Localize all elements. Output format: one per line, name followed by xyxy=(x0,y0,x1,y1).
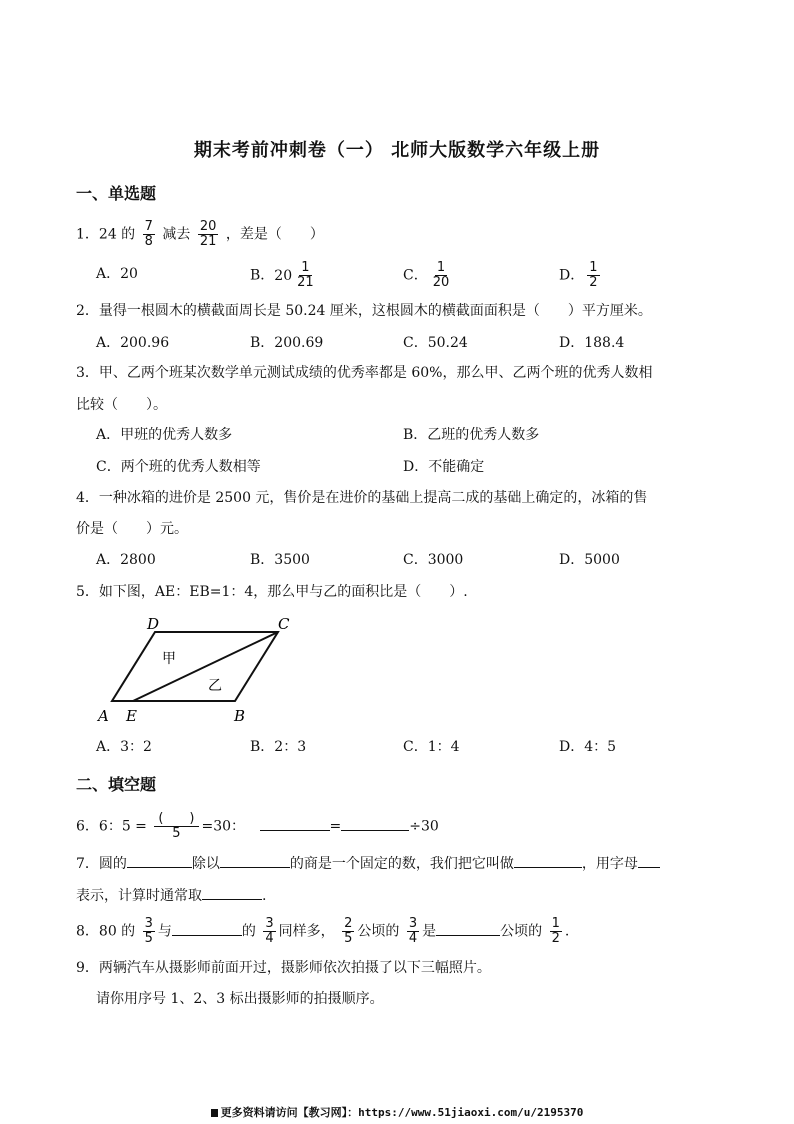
answer-blank[interactable] xyxy=(514,853,582,868)
option-b[interactable]: B．乙班的优秀人数多 xyxy=(403,427,540,443)
question-9-line-1: 9．两辆汽车从摄影师前面开过，摄影师依次拍摄了以下三幅照片。 xyxy=(76,960,491,976)
point-label-d: D xyxy=(147,615,160,633)
page-title: 期末考前冲刺卷（一） 北师大版数学六年级上册 xyxy=(193,140,601,161)
option-b[interactable]: B．200.69 xyxy=(250,335,324,351)
question-7-line-1: 7．圆的 除以 的商是一个固定的数，我们把它叫做 ，用字母 xyxy=(76,853,660,874)
question-2: 2．量得一根圆木的横截面周长是 50.24 厘米，这根圆木的横截面面积是（ ）平方厘米。 xyxy=(76,303,652,319)
option-c[interactable]: C．两个班的优秀人数相等 xyxy=(96,459,261,475)
question-8: 8．80 的 $\frac{3}{5}$ 与 的 $\frac{3}{4}$ 同样多， $\frac{2}{5}$ 公顷的 $\frac{3}{4}$ 是 公顷的 $\frac{1}{2}$ . xyxy=(76,916,570,946)
question-1 xyxy=(76,220,324,249)
option-d[interactable]: D．188.4 xyxy=(559,335,625,351)
option-a[interactable]: A．200.96 xyxy=(96,335,170,351)
question-3-line-1: 3．甲、乙两个班某次数学单元测试成绩的优秀率都是 60%，那么甲、乙两个班的优秀人数相 xyxy=(76,365,653,381)
answer-blank[interactable] xyxy=(202,885,262,900)
flag-icon xyxy=(211,1109,218,1117)
option-d[interactable]: D． $\frac{1}{2}$ xyxy=(559,260,598,290)
question-9-line-2: 请你用序号 1、2、3 标出摄影师的拍摄顺序。 xyxy=(96,991,384,1007)
fraction: $\frac{7}{8}$ xyxy=(144,219,153,249)
option-c[interactable]: C．50.24 xyxy=(403,335,468,351)
answer-blank[interactable] xyxy=(172,921,242,936)
question-text: 减去 xyxy=(162,226,191,243)
question-5: 5．如下图，AE：EB=1：4，那么甲与乙的面积比是（ ）. xyxy=(76,584,468,600)
option-c[interactable]: C．1：4 xyxy=(403,739,460,755)
question-text: =30： xyxy=(201,818,246,835)
option-b[interactable]: B．2：3 xyxy=(250,739,307,755)
option-a[interactable]: A．3：2 xyxy=(96,739,152,755)
option-d[interactable]: D．5000 xyxy=(559,552,620,568)
answer-blank[interactable] xyxy=(436,921,500,936)
region-label-yi: 乙 xyxy=(208,678,222,694)
question-4-line-2: 价是（ ）元。 xyxy=(76,521,188,537)
option-c[interactable]: C．3000 xyxy=(403,552,464,568)
option-b[interactable]: B．3500 xyxy=(250,552,310,568)
question-text: ，差是（ ） xyxy=(225,226,324,243)
option-d[interactable]: D．4：5 xyxy=(559,739,617,755)
footer[interactable] xyxy=(0,1104,794,1120)
question-number: 1． xyxy=(76,226,99,243)
question-text: 24 的 xyxy=(98,226,136,243)
parallelogram-figure xyxy=(90,612,310,728)
question-3-line-2: 比较（ ）。 xyxy=(76,397,167,413)
option-c[interactable]: C． $\frac{1}{20}$ xyxy=(403,260,450,290)
region-label-jia: 甲 xyxy=(162,651,176,667)
option-a[interactable]: A．甲班的优秀人数多 xyxy=(96,427,233,443)
question-text: 6．6：5 = xyxy=(76,818,147,835)
point-label-c: C xyxy=(278,615,290,633)
parallelogram-shape xyxy=(112,632,278,701)
point-label-b: B xyxy=(234,707,246,725)
question-4-line-1: 4．一种冰箱的进价是 2500 元，售价是在进价的基础上提高二成的基础上确定的，冰箱的售 xyxy=(76,490,648,506)
answer-blank[interactable] xyxy=(638,853,660,868)
footer-link[interactable]: 更多资料请访问【教习网】：https://www.51jiaoxi.com/u/2195370 xyxy=(220,1106,584,1119)
answer-blank[interactable] xyxy=(341,816,409,831)
fraction: $\frac{20}{21}$ xyxy=(199,219,217,249)
section-heading-single-choice: 一、单选题 xyxy=(76,184,157,203)
option-a[interactable]: A．2800 xyxy=(96,552,156,568)
point-label-a: A xyxy=(98,707,109,725)
answer-blank[interactable] xyxy=(127,853,192,868)
question-text: ÷30 xyxy=(409,818,439,835)
option-b[interactable]: B． 20 $\frac{1}{21}$ xyxy=(250,260,314,290)
option-d[interactable]: D．不能确定 xyxy=(403,459,485,475)
question-7-line-2: 表示，计算时通常取 . xyxy=(76,885,266,906)
answer-blank[interactable] xyxy=(260,816,330,831)
section-heading-fill-blank: 二、填空题 xyxy=(76,775,157,794)
question-6 xyxy=(76,812,439,841)
fraction-blank[interactable]: $\frac{( )}{5}$ xyxy=(154,812,198,841)
answer-blank[interactable] xyxy=(220,853,290,868)
point-label-e: E xyxy=(126,707,137,725)
option-a[interactable]: A．20 xyxy=(96,266,138,282)
question-text: = xyxy=(329,818,342,835)
